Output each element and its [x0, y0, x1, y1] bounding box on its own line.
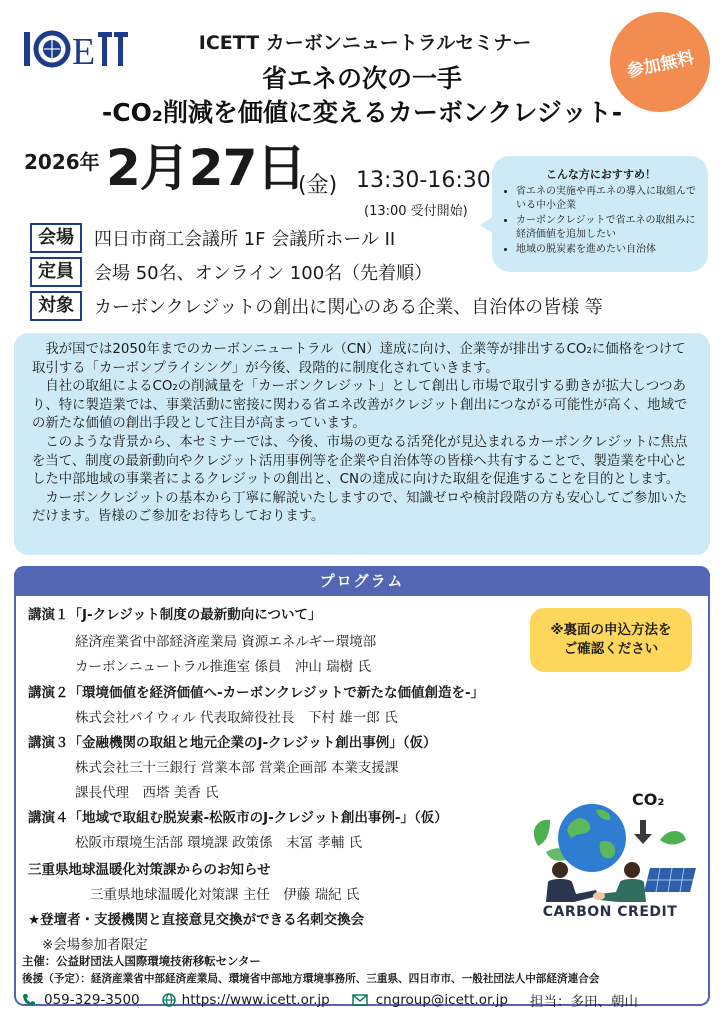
lecture1-title: 講演１「J-クレジット制度の最新動向について」	[28, 607, 322, 623]
info-value: カーボンクレジットの創出に関心のある企業、自治体の皆様 等	[94, 297, 603, 318]
program-title: プログラム	[14, 566, 710, 596]
recommend-title: こんな方におすすめ！	[545, 168, 657, 181]
support-orgs: 後援（予定）：経済産業省中部経済産業局、環境省中部地方環境事務所、三重県、四日市市、一般社団法人中部経済連合会	[22, 973, 600, 985]
lecture3-title: 講演３「金融機関の取組と地元企業のJ-クレジット創出事例」（仮）	[28, 735, 437, 751]
event-day: (金)	[298, 173, 338, 198]
lecture3-speaker: 課長代理 西塔 美香 氏	[75, 785, 219, 801]
free-badge: 参加無料	[601, 3, 720, 122]
info-row-venue	[30, 222, 395, 254]
description-paragraph: 我が国では2050年までのカーボンニュートラル（CN）達成に向け、企業等が排出するCO₂に価格をつけて取引する「カーボンプライシング」が今後、段階的に制度化されていきます。	[32, 342, 686, 376]
description-paragraph: このような背景から、本セミナーでは、今後、市場の更なる活発化が見込まれるカーボンクレジットに焦点を当て、制度の最新動向やクレジット活用事例等を企業や自治体等の皆様へ共有することで、製造業を中心とした中部地域の事業者によるクレジットの創出と、CNの達成に向けた取組を促進することを目的とします。	[32, 434, 688, 488]
carbon-credit-caption: CARBON CREDIT	[542, 904, 678, 920]
contact-person-item	[530, 990, 638, 1010]
exchange-note: ※会場参加者限定	[42, 937, 148, 953]
main-title	[60, 62, 664, 130]
info-label: 対象	[30, 291, 82, 321]
web-item	[162, 992, 330, 1008]
phone-icon	[22, 993, 36, 1007]
lecture4-title: 講演４「地域で取組む脱炭素-松阪市のJ-クレジット創出事例-」（仮）	[28, 810, 448, 826]
lecture2-speaker: 株式会社バイウィル 代表取締役社長 下村 雄一郎 氏	[75, 710, 398, 726]
event-date: 2月27日	[106, 139, 306, 197]
recommend-item: • 省エネの実施や再エネの導入に取組んでいる中小企業	[516, 185, 698, 213]
lecture4-speaker: 松阪市環境生活部 環境課 政策係 末冨 孝輔 氏	[75, 835, 363, 851]
recommend-item: • 地域の脱炭素を進めたい自治体	[516, 243, 698, 257]
info-label: 会場	[30, 223, 82, 253]
contact-bar	[22, 990, 660, 1010]
website-link[interactable]: https://www.icett.or.jp	[181, 992, 330, 1008]
info-row-capacity	[30, 256, 432, 288]
co2-label: CO₂	[632, 790, 665, 809]
info-label: 定員	[30, 257, 82, 287]
email-item	[352, 992, 508, 1008]
lecture1-speaker-org: 経済産業省中部経済産業局 資源エネルギー環境部	[75, 634, 377, 650]
event-time: 13:30-16:30	[356, 168, 491, 193]
description-paragraph: 自社の取組によるCO₂の削減量を「カーボンクレジット」として創出し市場で取引する動きが拡大しつつあり、特に製造業では、事業活動に密接に関わる省エネ改善がクレジット創出につながる可能性が高く、地域での新たな価値の創出手段として注目が高まっています。	[32, 379, 688, 432]
recommend-item: • カーボンクレジットで省エネの取組みに経済価値を追加したい	[516, 214, 698, 242]
email-link[interactable]: cngroup@icett.or.jp	[375, 992, 508, 1008]
info-value: 四日市商工会議所 1F 会議所ホール II	[94, 229, 396, 250]
exchange-title: ★登壇者・支援機関と直接意見交換ができる名刺交換会	[28, 912, 365, 928]
carbon-credit-illustration	[520, 790, 700, 926]
main-title-line2: -CO₂削減を価値に変えるカーボンクレジット-	[101, 98, 623, 127]
prefecture-notice-speaker: 三重県地球温暖化対策課 主任 伊藤 瑞紀 氏	[90, 887, 360, 903]
reception-time: (13:00 受付開始)	[364, 204, 468, 219]
info-row-target	[30, 290, 603, 322]
recommend-bubble	[492, 156, 708, 272]
phone-number[interactable]: 059-329-3500	[44, 992, 140, 1008]
description-paragraph: カーボンクレジットの基本から丁寧に解説いたしますので、知識ゼロや検討段階の方も安心してご参加いただけます。皆様のご参加をお待ちしております。	[32, 490, 688, 525]
lecture2-title: 講演２「環境価値を経済価値へ-カーボンクレジットで新たな価値創造を-」	[28, 685, 485, 701]
mail-icon	[352, 994, 368, 1006]
phone-item	[22, 992, 140, 1008]
main-title-line1: 省エネの次の一手	[261, 64, 462, 93]
lecture3-speaker-org: 株式会社三十三銀行 営業本部 営業企画部 本業支援課	[75, 760, 399, 776]
back-notice	[530, 608, 692, 672]
globe-icon	[162, 993, 176, 1007]
organizer: 主催：公益財団法人国際環境技術移転センター	[22, 954, 261, 968]
prefecture-notice-title: 三重県地球温暖化対策課からのお知らせ	[28, 862, 271, 878]
recommend-list	[504, 185, 698, 257]
event-year: 2026年	[24, 150, 100, 174]
info-value: 会場 50名、オンライン 100名（先着順）	[94, 263, 433, 284]
description-box	[14, 333, 710, 555]
seminar-title: ICETT カーボンニュートラルセミナー	[198, 32, 532, 54]
svg-text:E: E	[72, 31, 96, 70]
contact-person: 担当：多田、朝山	[529, 994, 638, 1010]
back-notice-text: ※裏面の申込方法を ご確認ください	[550, 622, 672, 657]
lecture1-speaker: カーボンニュートラル推進室 係員 沖山 瑞樹 氏	[75, 659, 371, 675]
